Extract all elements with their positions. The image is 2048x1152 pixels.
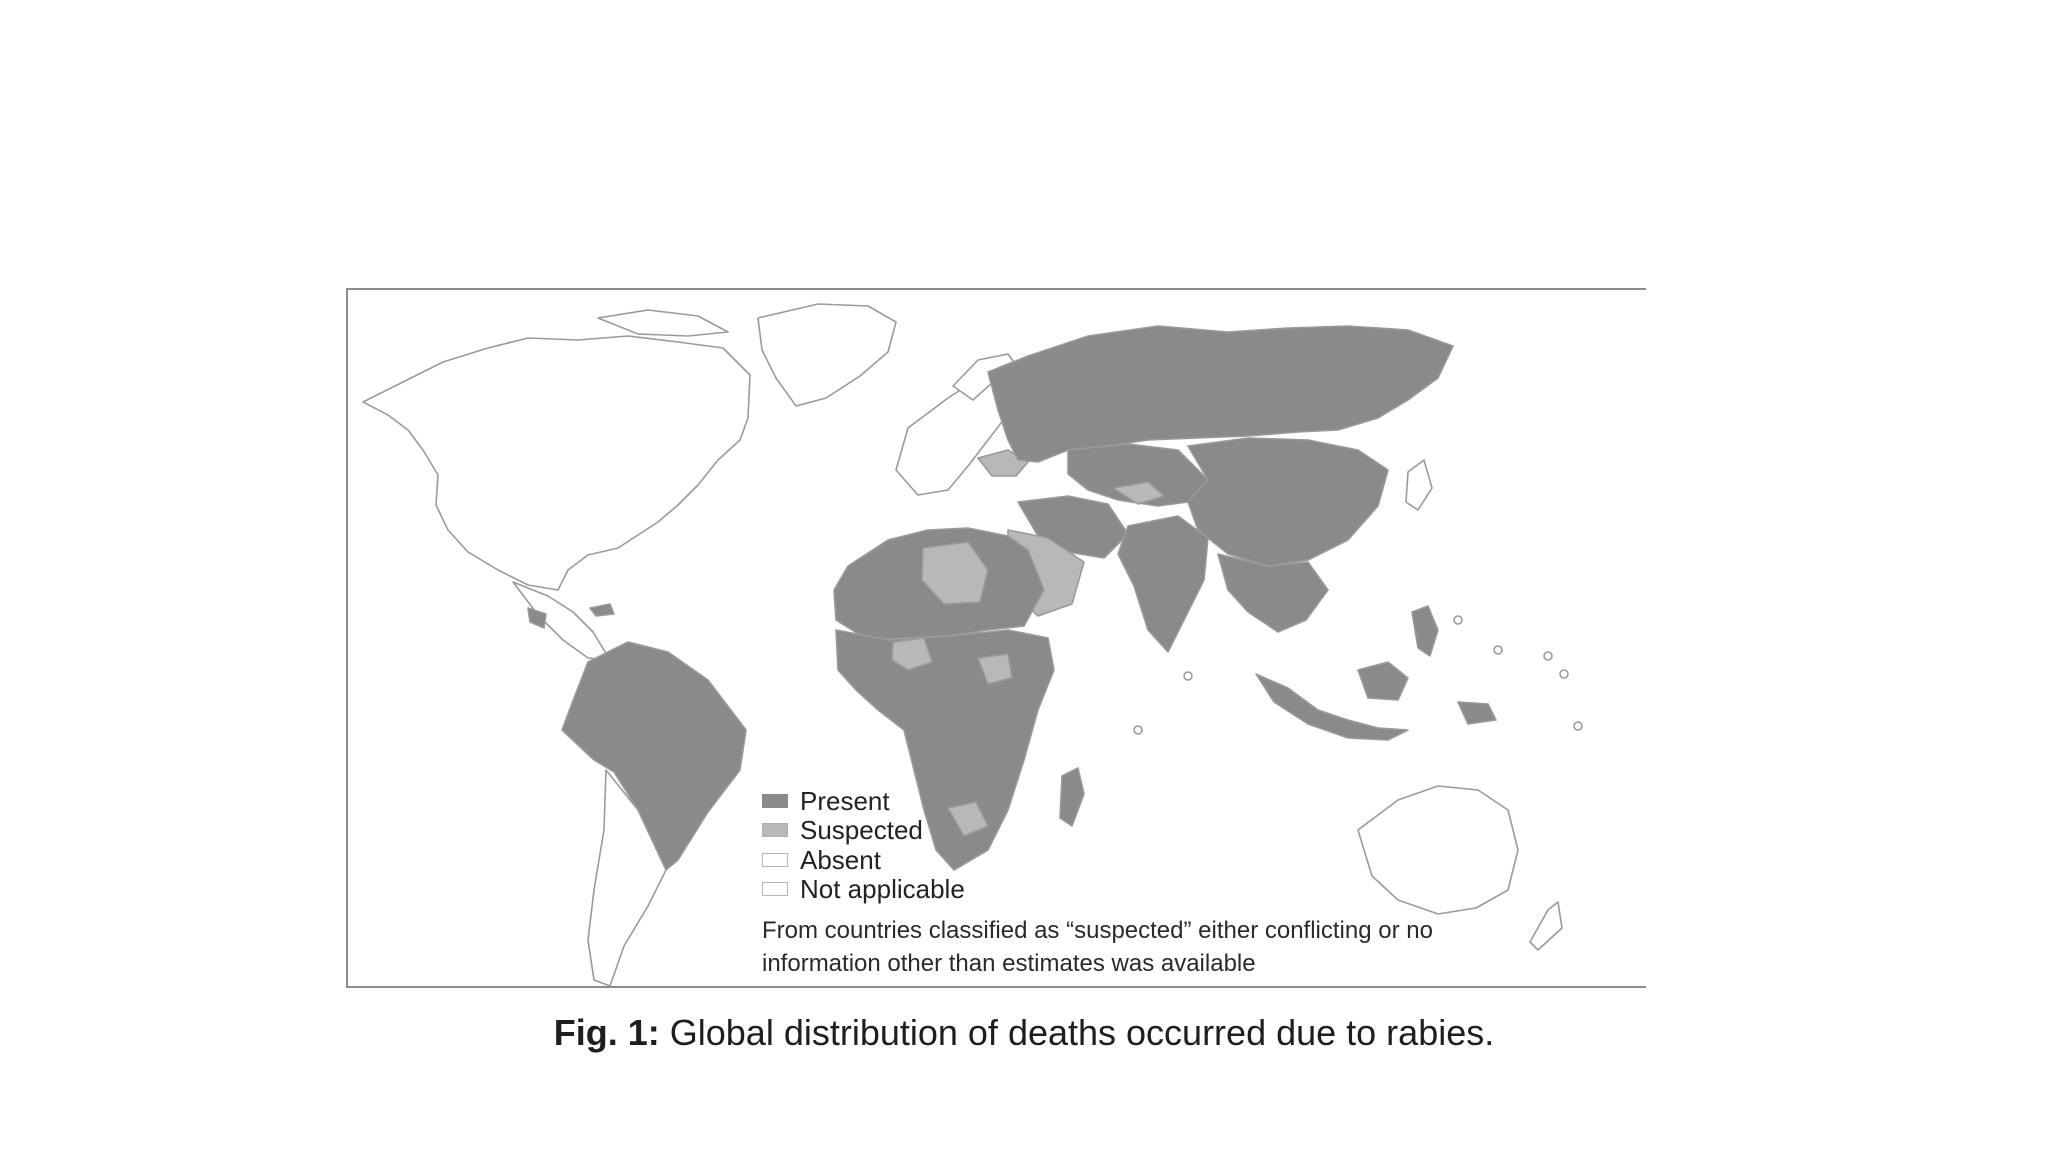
region-arctic-islands bbox=[598, 310, 728, 336]
map-figure-frame bbox=[346, 288, 1646, 988]
legend-label-not-applicable: Not applicable bbox=[800, 874, 965, 905]
pacific-island bbox=[1134, 726, 1142, 734]
pacific-island bbox=[1544, 652, 1552, 660]
pacific-island bbox=[1560, 670, 1568, 678]
map-legend bbox=[762, 786, 1582, 980]
region-japan bbox=[1406, 460, 1432, 510]
figure-caption-label: Fig. 1: bbox=[553, 1012, 660, 1053]
legend-swatch-present bbox=[762, 794, 788, 808]
legend-item-suspected bbox=[762, 816, 1582, 846]
region-central-america bbox=[513, 582, 610, 660]
region-north-america bbox=[363, 336, 750, 590]
legend-swatch-suspected bbox=[762, 823, 788, 837]
legend-label-present: Present bbox=[800, 785, 890, 816]
pacific-island bbox=[1494, 646, 1502, 654]
legend-label-suspected: Suspected bbox=[800, 815, 923, 846]
figure-caption bbox=[0, 1012, 2048, 1054]
region-southeast-asia bbox=[1218, 554, 1328, 632]
region-philippines bbox=[1412, 606, 1438, 656]
region-india bbox=[1118, 516, 1208, 652]
legend-swatch-not-applicable bbox=[762, 882, 788, 896]
legend-note-line-2: information other than estimates was available bbox=[762, 950, 1256, 977]
legend-label-absent: Absent bbox=[800, 844, 881, 875]
figure-caption-text: Global distribution of deaths occurred due to rabies. bbox=[659, 1012, 1495, 1053]
region-china bbox=[1188, 438, 1388, 566]
region-caribbean bbox=[590, 604, 614, 616]
pacific-island bbox=[1454, 616, 1462, 624]
legend-item-present bbox=[762, 786, 1582, 816]
region-greenland bbox=[758, 304, 896, 406]
region-south-america-present bbox=[562, 642, 746, 870]
region-new-guinea bbox=[1458, 702, 1496, 724]
legend-item-not-applicable bbox=[762, 875, 1582, 905]
pacific-island bbox=[1184, 672, 1192, 680]
region-borneo bbox=[1358, 662, 1408, 700]
legend-item-absent bbox=[762, 845, 1582, 875]
legend-note bbox=[762, 914, 1582, 980]
legend-swatch-absent bbox=[762, 853, 788, 867]
legend-note-line-1: From countries classified as “suspected” either conflicting or no bbox=[762, 917, 1433, 944]
pacific-island bbox=[1574, 722, 1582, 730]
